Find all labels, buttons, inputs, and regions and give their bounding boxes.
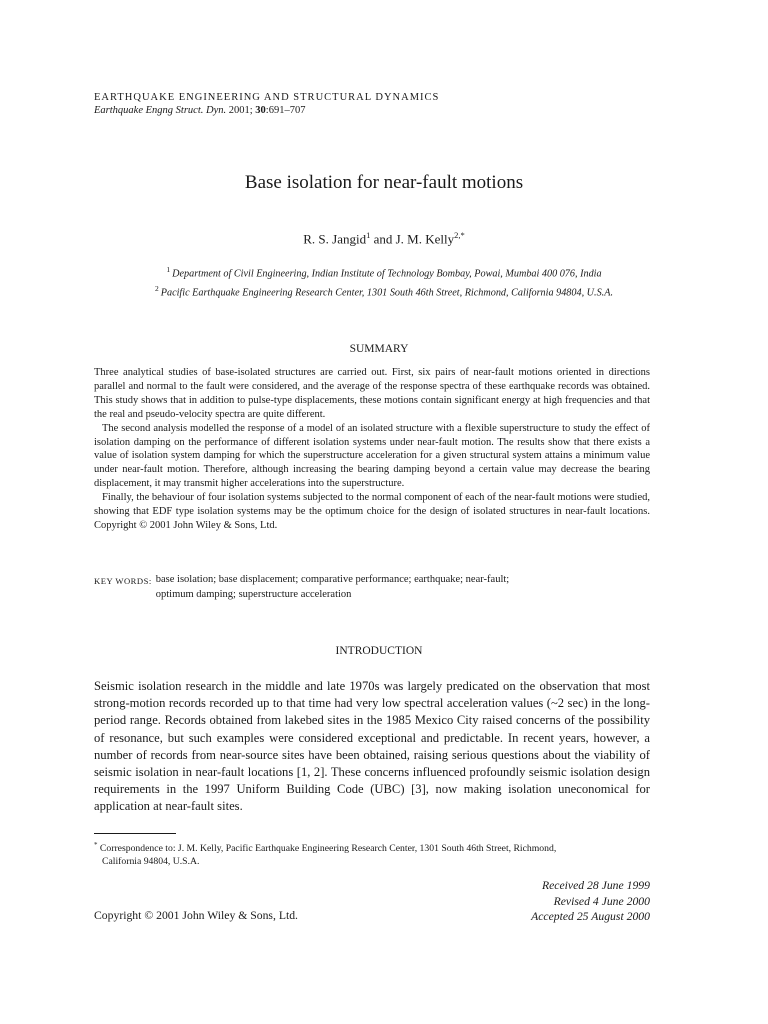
summary-body [94, 366, 650, 533]
copyright-notice: Copyright © 2001 John Wiley & Sons, Ltd. [94, 909, 298, 922]
summary-paragraph-3: Finally, the behaviour of four isolation systems subjected to the normal component of each of the near-fault motions were studied, showing that EDF type isolation systems may be the optimum choice for the design of isolated structures in near-fault locations. Copyright © 2001 John Wiley & Sons, Ltd. [94, 492, 650, 531]
journal-abbrev: Earthquake Engng Struct. Dyn. [94, 105, 227, 116]
author-and: and [373, 231, 393, 247]
summary-paragraph-1: Three analytical studies of base-isolated structures are carried out. First, six pairs of near-fault motions oriented in directions parallel and normal to the fault were considered, and the average of the response spectra of these earthquake records was obtained. This study shows that in addition to pulse-type displacements, these motions contain significant energy at high frequencies and that the real and pseudo-velocity spectra are quite different. [94, 367, 650, 420]
footnote-text-1: Correspondence to: J. M. Kelly, Pacific Earthquake Engineering Research Center, 1301 South 46th Street, Richmond, [99, 843, 557, 855]
journal-citation [94, 104, 439, 117]
paper-title: Base isolation for near-fault motions [244, 172, 524, 193]
footnote-line-2: California 94804, U.S.A. [102, 856, 200, 868]
author-jangid-affil: 1 [366, 230, 371, 240]
footnote-line-1 [94, 839, 650, 855]
introduction-heading: INTRODUCTION [335, 645, 423, 657]
journal-volume: 30 [255, 105, 266, 116]
author-kelly: J. M. Kelly [395, 231, 455, 247]
keywords [94, 573, 650, 602]
summary-paragraph-2: The second analysis modelled the response of a model of an isolated structure with a flexible superstructure to study the effect of isolation damping on the performance of different isolation systems under near-fault motion. The results show that there exists a value of isolation system damping for which the superstructure acceleration for a given structural system attains a minimum value under near-fault motion. Therefore, although increasing the bearing damping beyond a certain value may decrease the bearing displacement, it may transmit higher accelerations into the superstructure. [94, 422, 650, 490]
correspondence-footnote [94, 839, 650, 868]
affiliation-1-text: Department of Civil Engineering, Indian Institute of Technology Bombay, Powai, Mumbai 400 076, India [172, 268, 602, 280]
affiliations [0, 263, 768, 301]
introduction-paragraph: Seismic isolation research in the middle and late 1970s was largely predicated on the observation that most strong-motion records recorded up to that time had very low spectral acceleration values (~2 sec) in the long-period range. Records obtained from lakebed sites in the 1985 Mexico City raised concerns of the possibility of resonance, but such examples were considered exceptional and predictable. In recent years, however, a number of records from near-source sites have been obtained, raising serious questions about the viability of seismic isolation in near-fault locations [1, 2]. These concerns influenced profoundly seismic isolation design requirements in the 1997 Uniform Building Code (UBC) [3], now making isolation uneconomical for application at near-fault sites. [94, 679, 650, 814]
date-accepted: Accepted 25 August 2000 [531, 910, 650, 924]
date-revised: Revised 4 June 2000 [553, 894, 650, 908]
keywords-list [156, 573, 509, 602]
author-kelly-affil: 2,* [454, 230, 465, 240]
journal-year: 2001; [228, 105, 253, 116]
affiliation-2-text: Pacific Earthquake Engineering Research Center, 1301 South 46th Street, Richmond, California 94804, U.S.A. [160, 287, 613, 299]
author-list [0, 230, 768, 247]
affiliation-2-marker: 2 [155, 283, 159, 293]
journal-name: EARTHQUAKE ENGINEERING AND STRUCTURAL DYNAMICS [94, 92, 440, 103]
footnote-marker: * [94, 841, 98, 849]
affiliation-2 [0, 282, 768, 301]
summary-heading: SUMMARY [349, 343, 409, 355]
keywords-line-1: base isolation; base displacement; comparative performance; earthquake; near-fault; [155, 574, 510, 585]
manuscript-dates [531, 878, 650, 925]
footnote-divider [94, 833, 176, 834]
author-jangid: R. S. Jangid [303, 231, 367, 247]
keywords-label: KEY WORDS: [94, 576, 152, 586]
journal-pages: :691–707 [265, 105, 306, 116]
keywords-line-2: optimum damping; superstructure acceleration [155, 588, 352, 600]
affiliation-1-marker: 1 [166, 265, 171, 274]
journal-header [94, 91, 439, 117]
date-received: Received 28 June 1999 [541, 879, 650, 892]
affiliation-1 [0, 263, 768, 282]
